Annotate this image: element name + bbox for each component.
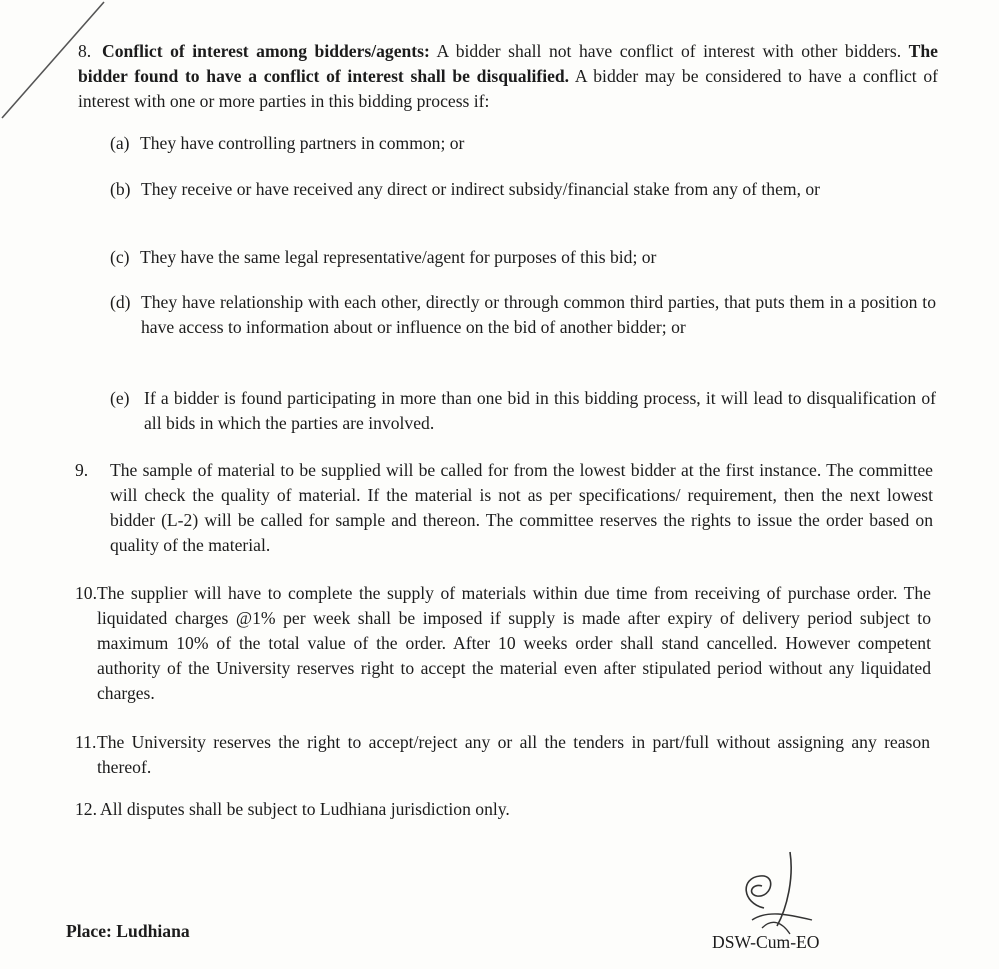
place-label: Place: Ludhiana	[66, 921, 190, 941]
clause-12	[75, 797, 930, 822]
subclause-text: They have relationship with each other, directly or through common third parties, that puts them in a position to have access to information about or influence on the bid of another bidder; or	[141, 292, 936, 337]
clause-8	[78, 39, 938, 114]
subclause-label: (a)	[110, 133, 130, 153]
handwritten-signature	[732, 848, 822, 943]
subclause-text: If a bidder is found participating in more than one bid in this bidding process, it will lead to disqualification of all bids in which the parties are involved.	[144, 388, 936, 433]
subclause-label: (c)	[110, 247, 130, 267]
clause-text: The supplier will have to complete the supply of materials within due time from receiving of purchase order. The liquidated charges @1% per week shall be imposed if supply is made after expiry of delivery period subject to maximum 10% of the total value of the order. After 10 weeks order shall stand cancelled. However competent authority of the University reserves right to accept the material even after stipulated period without any liquidated charges.	[97, 583, 931, 703]
clause-number: 11.	[75, 732, 97, 752]
designation-label: DSW-Cum-EO	[712, 932, 820, 952]
clause-number: 12.	[75, 799, 97, 819]
clause-10	[75, 581, 931, 706]
clause-11	[75, 730, 930, 780]
subclause-label: (e)	[110, 388, 130, 408]
clause-bold-sentence: The bidder found to have a conflict of interest shall be disqualified.	[78, 41, 938, 86]
clause-heading: Conflict of interest among bidders/agents:	[102, 41, 430, 61]
subclause-a	[110, 131, 936, 156]
subclause-text: They receive or have received any direct or indirect subsidy/financial stake from any of them, or	[141, 179, 821, 199]
clause-tail: A bidder may be considered to have a conflict of interest with one or more parties in this bidding process if:	[78, 66, 939, 111]
subclause-b	[110, 177, 936, 202]
subclause-c	[110, 245, 936, 270]
clause-text: All disputes shall be subject to Ludhiana jurisdiction only.	[100, 799, 510, 819]
clause-lead: A bidder shall not have conflict of interest with other bidders.	[436, 41, 902, 61]
subclause-d	[110, 290, 936, 340]
subclause-text: They have controlling partners in common; or	[140, 133, 465, 153]
subclause-e	[110, 386, 936, 436]
subclause-text: They have the same legal representative/agent for purposes of this bid; or	[140, 247, 657, 267]
clause-number: 9.	[75, 460, 89, 480]
subclause-label: (b)	[110, 179, 131, 199]
clause-number: 8.	[78, 41, 92, 61]
subclause-label: (d)	[110, 292, 131, 312]
clause-text: The sample of material to be supplied will be called for from the lowest bidder at the first instance. The committee will check the quality of material. If the material is not as per specifications/ requirement, then the next lowest bidder (L-2) will be called for sample and thereon. The committee reserves the rights to issue the order based on quality of the material.	[110, 460, 933, 555]
clause-text: The University reserves the right to accept/reject any or all the tenders in part/full without assigning any reason thereof.	[97, 732, 930, 777]
clause-number: 10.	[75, 583, 97, 603]
clause-9	[75, 458, 933, 558]
